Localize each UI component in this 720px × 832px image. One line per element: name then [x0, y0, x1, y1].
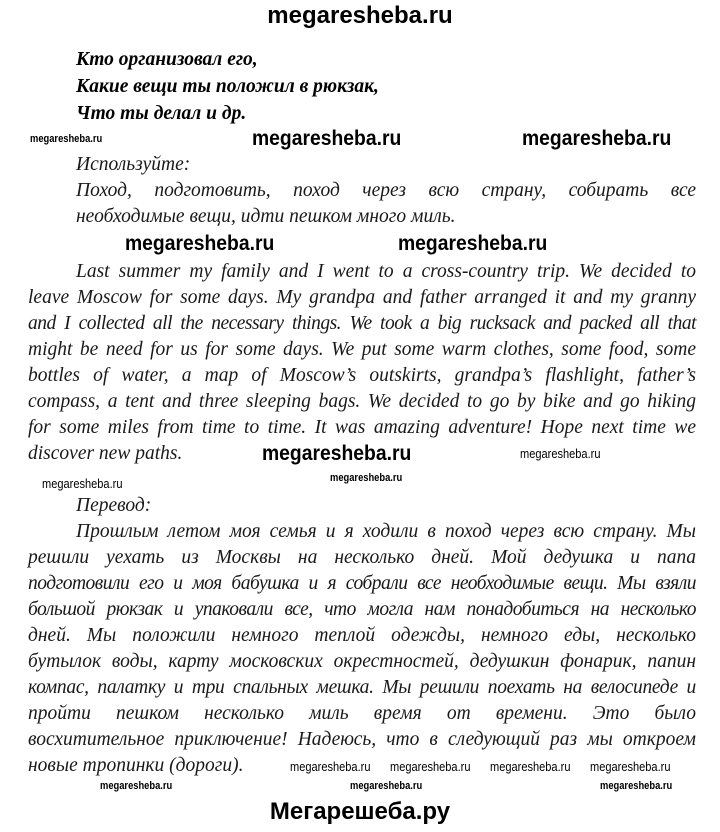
use-label: Используйте:	[76, 154, 191, 175]
question-line: Кто организовал его,	[76, 49, 258, 70]
watermark: megaresheba.ru	[252, 127, 402, 150]
watermark: megaresheba.ru	[290, 759, 371, 774]
russian-line: дней. Мы положили немного теплой одежды, немного еды, несколько	[28, 625, 696, 646]
use-line: Поход, подготовить, поход через всю страну, собирать все	[76, 180, 696, 201]
watermark: megaresheba.ru	[42, 476, 123, 491]
english-line: leave Moscow for some days. My grandpa and father arranged it and my granny	[28, 287, 696, 308]
watermark: megaresheba.ru	[125, 232, 275, 255]
watermark: megaresheba.ru	[390, 759, 471, 774]
watermark: megaresheba.ru	[262, 442, 412, 465]
watermark: megaresheba.ru	[600, 780, 673, 792]
site-header: megaresheba.ru	[267, 2, 453, 29]
russian-line: бутылок воды, карту московских окрестностей, дедушкин фонарик, папин	[28, 651, 696, 672]
watermark: megaresheba.ru	[590, 759, 671, 774]
russian-line: большой рюкзак и упаковали все, что могла нам понадобиться на несколько	[28, 599, 696, 620]
watermark: megaresheba.ru	[398, 232, 548, 255]
english-line: compass, a tent and three sleeping bags. We decided to go by bike and go hiking	[28, 391, 696, 412]
question-line: Какие вещи ты положил в рюкзак,	[76, 76, 379, 97]
english-line: Last summer my family and I went to a cross-country trip. We decided to	[76, 261, 696, 282]
watermark: megaresheba.ru	[522, 127, 672, 150]
question-line: Что ты делал и др.	[76, 103, 247, 124]
english-line: might be need for us for some days. We put some warm clothes, some food, some	[28, 339, 696, 360]
watermark: megaresheba.ru	[100, 780, 173, 792]
russian-line: новые тропинки (дороги).	[28, 755, 244, 776]
translation-label: Перевод:	[76, 495, 152, 516]
russian-line: Прошлым летом моя семья и я ходили в поход через всю страну. Мы	[76, 521, 696, 542]
watermark: megaresheba.ru	[350, 780, 423, 792]
english-line: for some miles from time to time. It was amazing adventure! Hope next time we	[28, 417, 696, 438]
use-line: необходимые вещи, идти пешком много миль.	[76, 206, 456, 227]
watermark: megaresheba.ru	[330, 472, 403, 484]
russian-line: пройти пешком несколько миль время от времени. Это было	[28, 703, 696, 724]
russian-line: решили уехать из Москвы на несколько дней. Мой дедушка и папа	[28, 547, 696, 568]
english-line: bottles of water, a map of Moscow’s outskirts, grandpa’s flashlight, father’s	[28, 365, 696, 386]
english-line: and I collected all the necessary things. We took a big rucksack and packed all that	[28, 313, 696, 334]
russian-line: компас, палатку и три спальных мешка. Мы решили поехать на велосипеде и	[28, 677, 696, 698]
watermark: megaresheba.ru	[520, 446, 601, 461]
russian-line: подготовили его и моя бабушка и я собрали все необходимые вещи. Мы взяли	[28, 573, 696, 594]
russian-line: восхитительное приключение! Надеюсь, что в следующий раз мы откроем	[28, 729, 696, 750]
site-footer: Мегарешеба.ру	[269, 798, 451, 825]
english-line: discover new paths.	[28, 443, 183, 464]
watermark: megaresheba.ru	[30, 133, 103, 145]
watermark: megaresheba.ru	[490, 759, 571, 774]
